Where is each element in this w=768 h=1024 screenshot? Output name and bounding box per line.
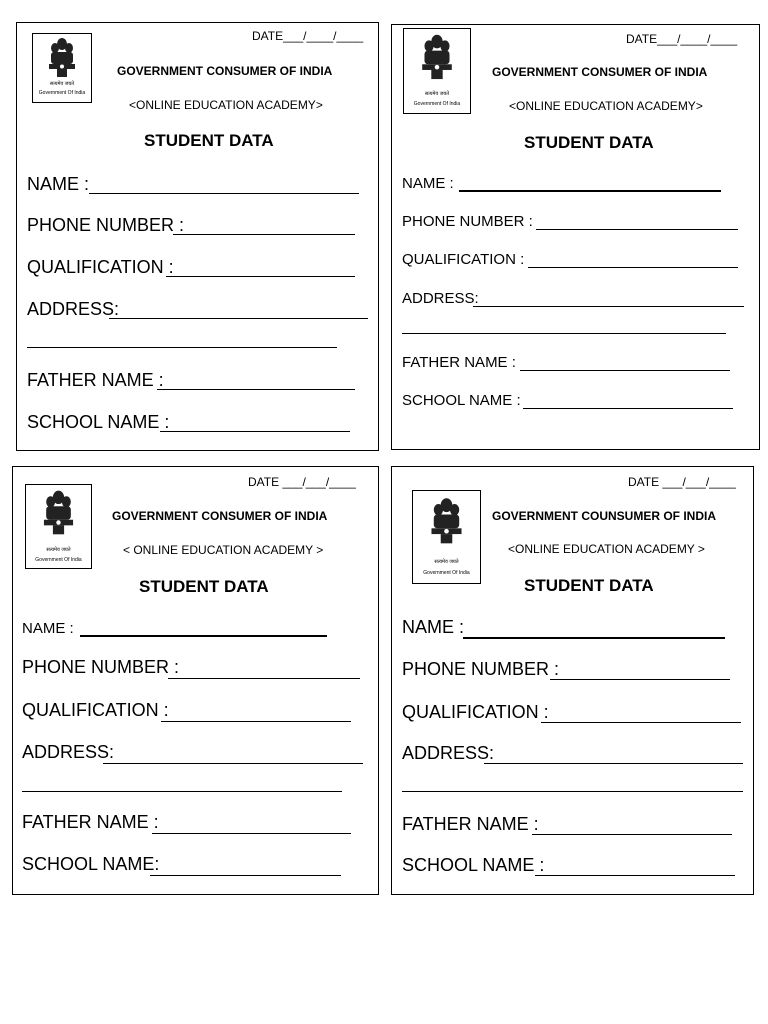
school-name-field[interactable] xyxy=(523,408,733,409)
address-label: ADDRESS: xyxy=(27,299,120,319)
address-field-line-2[interactable] xyxy=(27,347,337,348)
academy-name: <ONLINE EDUCATION ACADEMY > xyxy=(508,542,705,556)
father-name-field[interactable] xyxy=(520,370,730,371)
address-field[interactable] xyxy=(473,306,744,307)
emblem-caption: Government Of India xyxy=(423,570,470,576)
lion-capital-icon xyxy=(413,491,480,561)
address-label: ADDRESS: xyxy=(402,290,479,307)
student-card-2 xyxy=(391,24,760,450)
phone-label: PHONE NUMBER : xyxy=(27,215,185,235)
school-name-field[interactable] xyxy=(160,431,350,432)
organization-name: GOVERNMENT COUNSUMER OF INDIA xyxy=(492,509,717,523)
date-field[interactable]: DATE___/____/____ xyxy=(252,29,364,43)
emblem-logo xyxy=(32,33,92,103)
address-label: ADDRESS: xyxy=(402,743,495,763)
name-label: NAME : xyxy=(402,175,454,192)
address-field-line-2[interactable] xyxy=(22,791,342,792)
father-name-label: FATHER NAME : xyxy=(22,812,159,832)
card-title: STUDENT DATA xyxy=(139,577,269,596)
father-name-field[interactable] xyxy=(152,833,351,834)
emblem-logo xyxy=(25,484,92,569)
address-label: ADDRESS: xyxy=(22,742,115,762)
name-field[interactable] xyxy=(89,193,359,194)
address-field[interactable] xyxy=(103,763,363,764)
lion-capital-icon xyxy=(404,29,470,95)
card-title: STUDENT DATA xyxy=(524,133,654,152)
name-field[interactable] xyxy=(463,637,725,639)
address-field-line-2[interactable] xyxy=(402,333,726,334)
name-field[interactable] xyxy=(459,190,721,192)
address-field[interactable] xyxy=(484,763,743,764)
organization-name: GOVERNMENT CONSUMER OF INDIA xyxy=(112,509,328,523)
qualification-label: QUALIFICATION : xyxy=(27,257,174,277)
name-label: NAME : xyxy=(27,174,90,194)
phone-label: PHONE NUMBER : xyxy=(22,657,180,677)
card-title: STUDENT DATA xyxy=(524,576,654,595)
student-card-3 xyxy=(12,466,379,895)
emblem-caption: Government Of India xyxy=(413,101,461,107)
address-field[interactable] xyxy=(109,318,368,319)
phone-field[interactable] xyxy=(550,679,730,680)
school-name-label: SCHOOL NAME: xyxy=(22,854,160,874)
academy-name: < ONLINE EDUCATION ACADEMY > xyxy=(123,543,324,557)
phone-label: PHONE NUMBER : xyxy=(402,659,560,679)
qualification-label: QUALIFICATION : xyxy=(402,702,549,722)
academy-name: <ONLINE EDUCATION ACADEMY> xyxy=(509,99,703,113)
emblem-hindi-text: सत्यमेव जयते xyxy=(49,81,75,87)
school-name-field[interactable] xyxy=(150,875,341,876)
card-title: STUDENT DATA xyxy=(144,131,274,150)
emblem-logo xyxy=(412,490,481,584)
address-field-line-2[interactable] xyxy=(402,791,743,792)
emblem-hindi-text: सत्यमेव जयते xyxy=(434,559,459,565)
emblem-caption: Government Of India xyxy=(35,557,82,563)
phone-field[interactable] xyxy=(536,229,738,230)
qualification-field[interactable] xyxy=(161,721,351,722)
student-card-4 xyxy=(391,466,754,895)
qualification-field[interactable] xyxy=(541,722,741,723)
school-name-label: SCHOOL NAME : xyxy=(402,855,545,875)
father-name-field[interactable] xyxy=(532,834,732,835)
school-name-label: SCHOOL NAME : xyxy=(27,412,170,432)
phone-field[interactable] xyxy=(173,234,355,235)
father-name-label: FATHER NAME : xyxy=(402,814,539,834)
lion-capital-icon xyxy=(26,485,91,550)
father-name-label: FATHER NAME : xyxy=(402,354,516,371)
qualification-label: QUALIFICATION : xyxy=(402,251,525,268)
qualification-label: QUALIFICATION : xyxy=(22,700,169,720)
emblem-logo xyxy=(403,28,471,114)
qualification-field[interactable] xyxy=(528,267,738,268)
organization-name: GOVERNMENT CONSUMER OF INDIA xyxy=(492,65,708,79)
academy-name: <ONLINE EDUCATION ACADEMY> xyxy=(129,98,323,112)
phone-label: PHONE NUMBER : xyxy=(402,213,533,230)
emblem-hindi-text: सत्यमेव जयते xyxy=(424,91,450,97)
date-field[interactable]: DATE ___/___/____ xyxy=(628,475,736,489)
emblem-caption: Government Of India xyxy=(38,90,86,96)
student-card-1 xyxy=(16,22,379,451)
father-name-field[interactable] xyxy=(157,389,355,390)
organization-name: GOVERNMENT CONSUMER OF INDIA xyxy=(117,64,333,78)
date-field[interactable]: DATE___/____/____ xyxy=(626,32,738,46)
father-name-label: FATHER NAME : xyxy=(27,370,164,390)
school-name-label: SCHOOL NAME : xyxy=(402,392,521,409)
phone-field[interactable] xyxy=(168,678,360,679)
name-field[interactable] xyxy=(80,635,327,637)
name-label: NAME : xyxy=(402,617,465,637)
qualification-field[interactable] xyxy=(166,276,355,277)
emblem-hindi-text: सत्यमेव जयते xyxy=(46,547,71,553)
school-name-field[interactable] xyxy=(535,875,735,876)
name-label: NAME : xyxy=(22,620,74,637)
date-field[interactable]: DATE ___/___/____ xyxy=(248,475,356,489)
